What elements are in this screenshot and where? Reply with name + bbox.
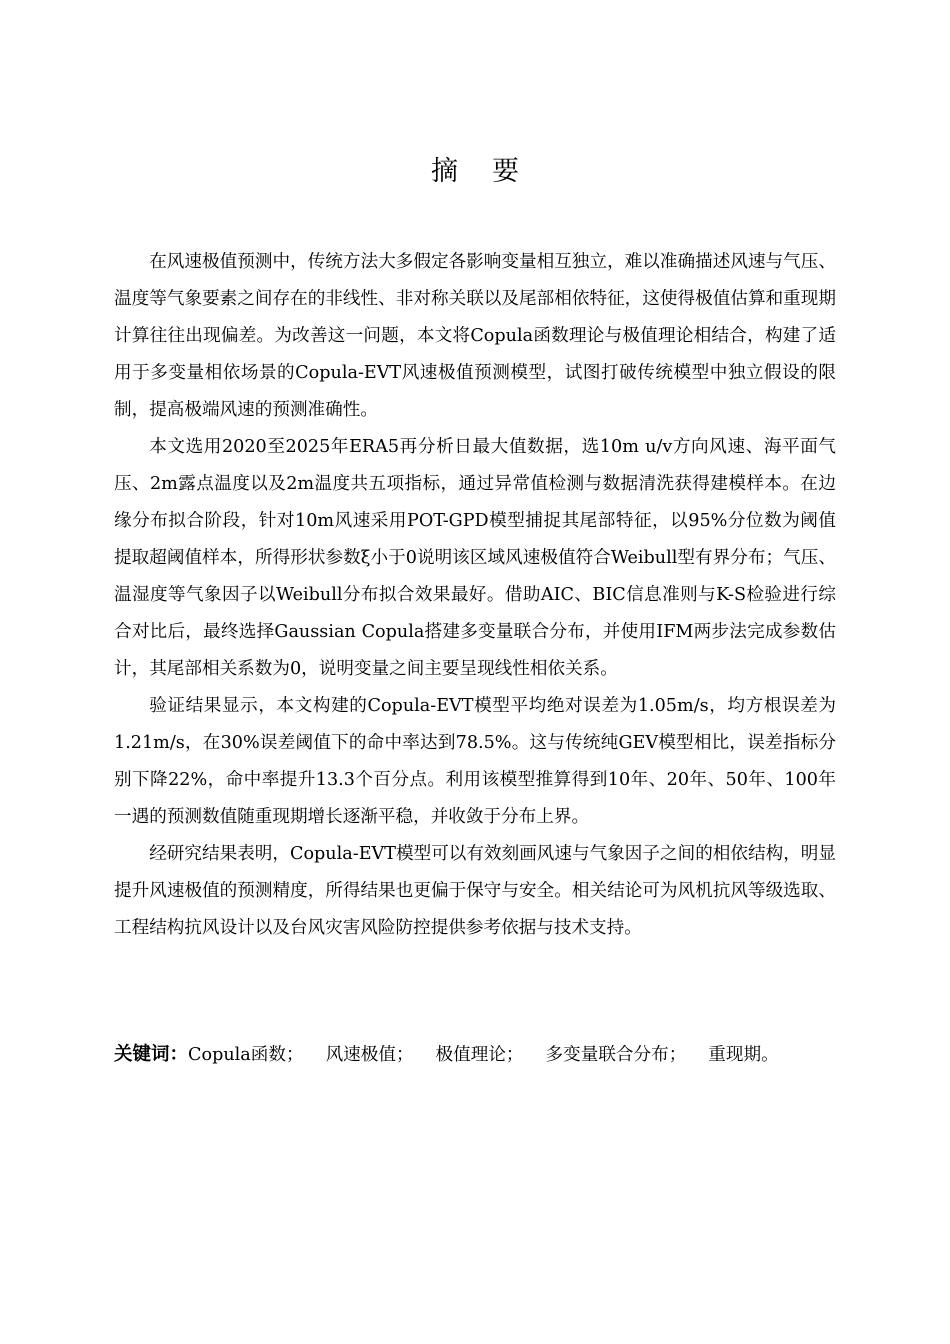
abstract-paragraph: 经研究结果表明，Copula-EVT模型可以有效刻画风速与气象因子之间的相依结构，明显提升风速极值的预测精度，所得结果也更偏于保守与安全。相关结论可为风机抗风等级选取、工程结构抗风设计以及台风灾害风险防控提供参考依据与技术支持。 [114, 844, 836, 938]
abstract-paragraph: 验证结果显示，本文构建的Copula-EVT模型平均绝对误差为1.05m/s，均方根误差为1.21m/s，在30%误差阈值下的命中率达到78.5%。这与传统纯GEV模型相比，误差指标分别下降22%，命中率提升13.3个百分点。利用该模型推算得到10年、20年、50年、100年一遇的预测数值随重现期增长逐渐平稳，并收敛于分布上界。 [114, 696, 836, 827]
keywords-line [114, 1037, 836, 1073]
keyword-item: 多变量联合分布； [545, 1045, 687, 1065]
keyword-item: Copula函数； [188, 1045, 304, 1065]
abstract-title: 摘要 [431, 156, 553, 187]
keyword-item: 重现期。 [708, 1045, 779, 1065]
abstract-paragraph: 在风速极值预测中，传统方法大多假定各影响变量相互独立，难以准确描述风速与气压、温度等气象要素之间存在的非线性、非对称关联以及尾部相依特征，这使得极值估算和重现期计算往往出现偏差。为改善这一问题，本文将Copula函数理论与极值理论相结合，构建了适用于多变量相依场景的Copula-EVT风速极值预测模型，试图打破传统模型中独立假设的限制，提高极端风速的预测准确性。 [114, 252, 836, 420]
keywords-label: 关键词： [114, 1044, 189, 1065]
keyword-item: 风速极值； [325, 1045, 414, 1065]
abstract-paragraph: 本文选用2020至2025年ERA5再分析日最大值数据，选10m u/v方向风速、海平面气压、2m露点温度以及2m温度共五项指标，通过异常值检测与数据清洗获得建模样本。在边缘分布拟合阶段，针对10m风速采用POT-GPD模型捕捉其尾部特征，以95%分位数为阈值提取超阈值样本，所得形状参数ξ小于0说明该区域风速极值符合Weibull型有界分布；气压、温湿度等气象因子以Weibull分布拟合效果最好。借助AIC、BIC信息准则与K-S检验进行综合对比后，最终选择Gaussian Copula搭建多变量联合分布，并使用IFM两步法完成参数估计，其尾部相关系数为0，说明变量之间主要呈现线性相依关系。 [114, 437, 836, 679]
keyword-item: 极值理论； [435, 1045, 524, 1065]
abstract-body [114, 244, 836, 947]
